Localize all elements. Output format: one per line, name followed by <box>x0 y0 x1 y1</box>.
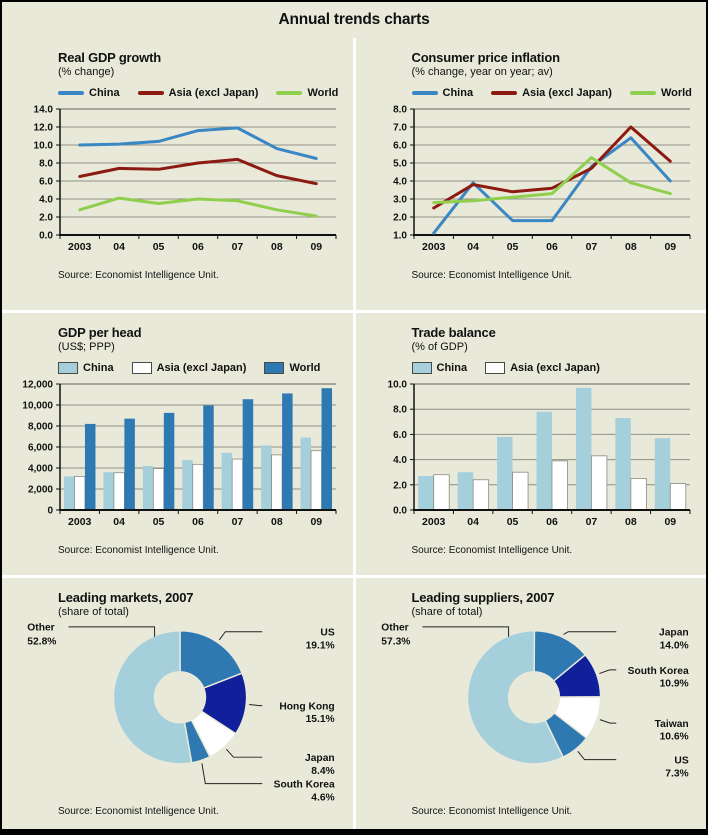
chart-legend <box>412 87 699 99</box>
x-axis-label: 06 <box>192 516 204 528</box>
legend-item-asia-excl-japan <box>485 362 600 374</box>
x-axis-label: 06 <box>545 241 558 253</box>
y-axis-tick-label: 4.0 <box>392 455 407 467</box>
donut-label-name: South Korea <box>273 779 335 791</box>
x-axis-label: 05 <box>152 516 165 528</box>
bar-world <box>124 419 134 510</box>
bar-asia-excl-japan <box>512 472 528 510</box>
panel-gdp-per-head <box>2 313 353 575</box>
donut-label-value: 8.4% <box>311 765 335 777</box>
legend-item-world <box>276 87 338 99</box>
donut-slice-other <box>113 631 191 764</box>
x-axis-label: 04 <box>466 241 479 253</box>
chart-legend <box>412 362 699 374</box>
y-axis-tick-label: 6.0 <box>392 429 407 441</box>
x-axis-label: 09 <box>663 516 676 528</box>
bar-world <box>322 388 333 510</box>
y-axis-tick-label: 8.0 <box>392 404 407 416</box>
legend-swatch-asia-excl-japan <box>485 362 505 374</box>
bar-china <box>103 472 114 510</box>
bar-china <box>497 437 513 510</box>
y-axis-tick-label: 2.0 <box>392 212 407 224</box>
source-note: Source: Economist Intelligence Unit. <box>58 270 219 281</box>
panel-consumer-price-inflation <box>356 38 707 310</box>
chart-subtitle: (% change) <box>58 66 115 78</box>
legend-label: World <box>660 87 692 99</box>
line-series-china <box>80 128 317 159</box>
donut-label-name: Taiwan <box>654 718 689 730</box>
x-axis-label: 2003 <box>68 241 92 253</box>
x-axis-label: 05 <box>506 516 518 528</box>
legend-swatch-asia-excl-japan <box>138 91 164 95</box>
x-axis-label: 07 <box>585 516 597 528</box>
bar-china <box>615 418 631 510</box>
real-gdp-growth-line-chart <box>20 103 342 267</box>
legend-swatch-world <box>276 91 302 95</box>
leader-line <box>563 632 616 635</box>
y-axis-tick-label: 12.0 <box>33 122 53 134</box>
donut-label-value: 19.1% <box>305 640 335 652</box>
y-axis-tick-label: 1.0 <box>392 230 407 242</box>
donut-label-value: 52.8% <box>27 636 57 648</box>
bar-china <box>222 453 233 510</box>
donut-label-name: Hong Kong <box>279 701 335 713</box>
bar-asia-excl-japan <box>670 484 686 510</box>
bar-china <box>457 472 473 510</box>
main-title-bar <box>2 2 706 38</box>
chart-subtitle: (share of total) <box>411 606 483 618</box>
panel-trade-balance <box>356 313 707 575</box>
legend-swatch-asia-excl-japan <box>491 91 517 95</box>
x-axis-label: 06 <box>545 516 558 528</box>
chart-title: Consumer price inflation <box>411 50 560 65</box>
x-axis-label: 09 <box>310 516 323 528</box>
x-axis-label: 09 <box>310 241 323 253</box>
x-axis-label: 04 <box>113 516 125 528</box>
y-axis-tick-label: 2,000 <box>27 484 53 496</box>
y-axis-tick-label: 8.0 <box>392 104 407 116</box>
bar-china <box>418 476 434 510</box>
x-axis-label: 2003 <box>421 516 445 528</box>
y-axis-tick-label: 8.0 <box>39 158 53 170</box>
legend-label: China <box>89 87 120 99</box>
bar-asia-excl-japan <box>193 464 204 510</box>
page-title: Annual trends charts <box>278 11 430 28</box>
line-series-world <box>80 198 317 216</box>
leader-line <box>226 749 262 757</box>
bar-china <box>654 438 670 510</box>
bar-asia-excl-japan <box>232 459 243 510</box>
bar-asia-excl-japan <box>433 475 449 510</box>
legend-item-asia-excl-japan <box>138 87 259 99</box>
bar-world <box>282 393 293 510</box>
leading-suppliers-donut-chart <box>374 619 696 805</box>
chart-title: Real GDP growth <box>58 50 161 65</box>
y-axis-tick-label: 0 <box>47 505 53 517</box>
y-axis-tick-label: 8,000 <box>27 421 53 433</box>
legend-label: China <box>436 362 468 374</box>
legend-label: World <box>289 362 321 374</box>
legend-label: China <box>83 362 114 374</box>
y-axis-tick-label: 12,000 <box>22 379 53 391</box>
legend-item-asia-excl-japan <box>491 87 612 99</box>
legend-swatch-china <box>412 362 432 374</box>
x-axis-label: 04 <box>113 241 125 253</box>
legend-item-world <box>264 362 320 374</box>
legend-swatch-asia-excl-japan <box>132 362 152 374</box>
bar-china <box>64 476 75 510</box>
y-axis-tick-label: 6,000 <box>27 442 53 454</box>
y-axis-tick-label: 2.0 <box>39 212 53 224</box>
bar-asia-excl-japan <box>153 469 164 510</box>
source-note: Source: Economist Intelligence Unit. <box>411 806 573 817</box>
bar-china <box>182 460 193 510</box>
chart-title: Leading markets, 2007 <box>58 590 194 605</box>
y-axis-tick-label: 6.0 <box>392 140 407 152</box>
donut-label-name: US <box>320 627 335 639</box>
chart-legend <box>58 362 345 374</box>
line-series-asia-excl-japan <box>433 127 670 208</box>
bar-asia-excl-japan <box>591 456 607 510</box>
y-axis-tick-label: 7.0 <box>392 122 407 134</box>
x-axis-label: 05 <box>152 241 165 253</box>
panel-real-gdp-growth <box>2 38 353 310</box>
donut-label-name: Japan <box>305 753 335 765</box>
bar-asia-excl-japan <box>311 451 322 510</box>
bar-asia-excl-japan <box>473 480 489 510</box>
bar-china <box>301 438 312 510</box>
consumer-price-inflation-line-chart <box>374 103 696 267</box>
donut-label-value: 57.3% <box>380 636 410 648</box>
y-axis-tick-label: 5.0 <box>392 158 407 170</box>
panel-leading-suppliers <box>356 578 707 829</box>
x-axis-label: 08 <box>271 516 283 528</box>
x-axis-label: 07 <box>585 241 597 253</box>
donut-label-name: US <box>673 755 689 767</box>
bar-china <box>143 466 154 510</box>
legend-label: Asia (excl Japan) <box>156 362 247 374</box>
y-axis-tick-label: 10.0 <box>33 140 53 152</box>
y-axis-tick-label: 3.0 <box>392 194 407 206</box>
y-axis-tick-label: 4,000 <box>27 463 53 475</box>
source-note: Source: Economist Intelligence Unit. <box>411 270 573 281</box>
legend-label: World <box>307 87 339 99</box>
chart-subtitle: (share of total) <box>58 606 129 618</box>
donut-label-name: South Korea <box>627 665 689 677</box>
leader-line <box>202 763 262 783</box>
bar-china <box>536 412 552 510</box>
bar-world <box>203 406 214 510</box>
leader-line <box>599 670 616 674</box>
x-axis-label: 2003 <box>68 516 92 528</box>
trade-balance-bar-chart <box>374 378 696 542</box>
y-axis-tick-label: 10,000 <box>22 400 53 412</box>
x-axis-label: 06 <box>192 241 204 253</box>
source-note: Source: Economist Intelligence Unit. <box>58 806 219 817</box>
chart-title: Leading suppliers, 2007 <box>411 590 555 605</box>
x-axis-label: 08 <box>624 516 637 528</box>
x-axis-label: 08 <box>624 241 637 253</box>
y-axis-tick-label: 0.0 <box>392 505 407 517</box>
legend-label: Asia (excl Japan) <box>510 362 600 374</box>
legend-item-china <box>58 87 120 99</box>
donut-label-name: Japan <box>658 627 689 639</box>
chart-subtitle: (US$; PPP) <box>58 341 115 353</box>
chart-subtitle: (% of GDP) <box>411 341 468 353</box>
bar-asia-excl-japan <box>630 479 646 511</box>
y-axis-tick-label: 4.0 <box>392 176 407 188</box>
legend-item-asia-excl-japan <box>132 362 247 374</box>
donut-label-value: 7.3% <box>664 768 689 780</box>
donut-label-name: Other <box>380 622 409 634</box>
charts-grid <box>2 38 706 829</box>
donut-label-value: 14.0% <box>659 640 689 652</box>
bar-asia-excl-japan <box>74 476 85 510</box>
legend-swatch-world <box>630 91 656 95</box>
legend-swatch-china <box>58 91 84 95</box>
legend-swatch-world <box>264 362 284 374</box>
legend-label: Asia (excl Japan) <box>168 87 259 99</box>
line-series-world <box>433 158 670 203</box>
y-axis-tick-label: 4.0 <box>39 194 53 206</box>
legend-swatch-china <box>58 362 78 374</box>
donut-label-value: 4.6% <box>311 792 335 804</box>
chart-title: Trade balance <box>411 325 496 340</box>
bar-asia-excl-japan <box>552 461 568 510</box>
leader-line <box>68 627 154 637</box>
source-note: Source: Economist Intelligence Unit. <box>58 545 219 556</box>
donut-label-name: Other <box>27 622 55 634</box>
bar-asia-excl-japan <box>114 473 125 510</box>
bar-world <box>164 413 175 510</box>
donut-label-value: 15.1% <box>305 714 335 726</box>
chart-legend <box>58 87 345 99</box>
y-axis-tick-label: 6.0 <box>39 176 53 188</box>
leader-line <box>249 705 262 706</box>
leader-line <box>577 751 615 759</box>
legend-label: Asia (excl Japan) <box>522 87 612 99</box>
panel-leading-markets <box>2 578 353 829</box>
leader-line <box>599 720 615 723</box>
y-axis-tick-label: 0.0 <box>39 230 53 242</box>
leading-markets-donut-chart <box>20 619 342 805</box>
gdp-per-head-bar-chart <box>20 378 342 542</box>
bar-asia-excl-japan <box>272 455 283 510</box>
legend-item-world <box>630 87 692 99</box>
x-axis-label: 09 <box>663 241 676 253</box>
y-axis-tick-label: 2.0 <box>392 480 407 492</box>
x-axis-label: 07 <box>231 516 244 528</box>
x-axis-label: 07 <box>231 241 244 253</box>
y-axis-tick-label: 10.0 <box>387 379 407 391</box>
legend-item-china <box>58 362 114 374</box>
legend-item-china <box>412 87 474 99</box>
donut-label-value: 10.6% <box>659 731 689 743</box>
x-axis-label: 05 <box>506 241 518 253</box>
bar-china <box>261 445 272 510</box>
donut-label-value: 10.9% <box>659 678 689 690</box>
y-axis-tick-label: 14.0 <box>33 104 53 116</box>
x-axis-label: 2003 <box>421 241 445 253</box>
legend-item-china <box>412 362 468 374</box>
legend-swatch-china <box>412 91 438 95</box>
leader-line <box>219 632 262 640</box>
bar-world <box>243 399 254 510</box>
bar-china <box>575 388 591 510</box>
chart-subtitle: (% change, year on year; av) <box>411 66 553 78</box>
source-note: Source: Economist Intelligence Unit. <box>411 545 573 556</box>
x-axis-label: 08 <box>271 241 283 253</box>
x-axis-label: 04 <box>466 516 479 528</box>
bar-world <box>85 424 96 510</box>
leader-line <box>422 627 508 637</box>
legend-label: China <box>442 87 474 99</box>
chart-title: GDP per head <box>58 325 142 340</box>
